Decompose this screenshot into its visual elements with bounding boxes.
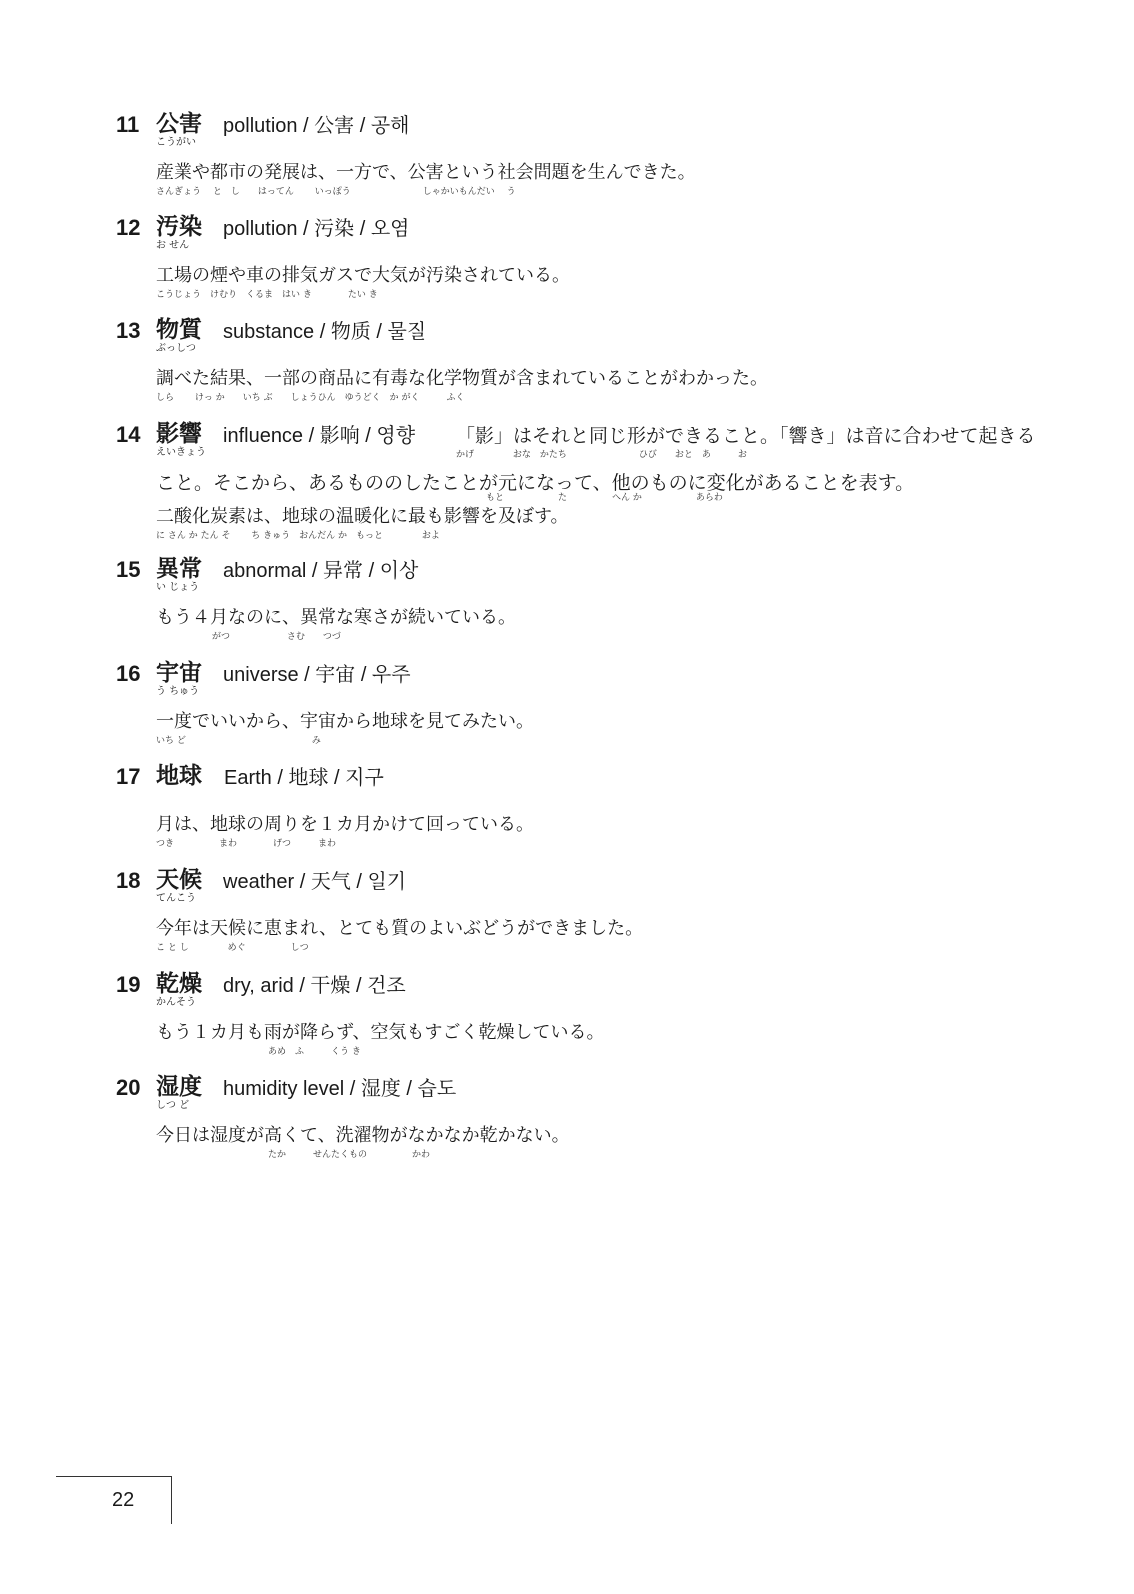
vocab-word: 乾燥: [156, 971, 202, 997]
example-sentence: 一度でいいから、宇宙から地球を見てみたい。: [156, 711, 534, 732]
sentence-furigana: たか せんたくもの かわ: [268, 1150, 431, 1160]
vocab-entry-15: [116, 557, 1046, 643]
vocab-reading: しつ ど: [156, 1100, 190, 1111]
explanation-furigana: かげ おな かたち ひび おと あ お: [456, 450, 747, 460]
vocab-entry-18: [116, 868, 1046, 954]
vocab-entry-13: [116, 318, 1046, 404]
vocab-entry-12: [116, 215, 1046, 301]
entry-number: 13: [116, 318, 141, 343]
example-sentence: もう１カ月も雨が降らず、空気もすごく乾燥している。: [156, 1022, 605, 1043]
entry-number: 15: [116, 557, 141, 582]
page-number: 22: [112, 1489, 135, 1511]
footer-rule: [56, 1476, 172, 1477]
vocab-word: 異常: [156, 556, 202, 582]
vocab-entry-17: [116, 764, 1046, 850]
entry-header: [116, 422, 1046, 470]
vocab-translation: universe / 宇宙 / 우주: [223, 664, 411, 686]
example-sentence: 調べた結果、一部の商品に有毒な化学物質が含まれていることがわかった。: [156, 368, 768, 389]
etymology-explanation: 「影」はそれと同じ形ができること。「響き」は音に合わせて起きる: [456, 425, 1036, 447]
entry-header: [116, 764, 1046, 812]
vocab-entry-14: [116, 422, 1046, 542]
vocab-translation: substance / 物质 / 물질: [223, 321, 427, 343]
vocab-translation: abnormal / 异常 / 이상: [223, 560, 419, 582]
vocab-translation: humidity level / 湿度 / 습도: [223, 1078, 457, 1100]
entry-header: [116, 557, 1046, 605]
vocab-entry-11: [116, 112, 1046, 198]
vocab-translation: Earth / 地球 / 지구: [224, 767, 384, 789]
entry-number: 19: [116, 972, 141, 997]
entry-number: 16: [116, 661, 141, 686]
vocab-reading: てんこう: [156, 893, 196, 904]
vocab-entry-20: [116, 1075, 1046, 1161]
vocab-word: 宇宙: [156, 660, 202, 686]
example-sentence: もう４月なのに、異常な寒さが続いている。: [156, 607, 516, 628]
vocab-word: 天候: [156, 867, 202, 893]
vocab-word: 影響: [156, 421, 202, 447]
vocab-translation: dry, arid / 干燥 / 건조: [223, 975, 406, 997]
explanation-furigana-continued: もと た へん か あらわ: [486, 493, 723, 503]
entry-header: [116, 972, 1046, 1020]
entry-number: 20: [116, 1075, 141, 1100]
entry-header: [116, 112, 1046, 160]
vocab-entry-19: [116, 972, 1046, 1058]
sentence-furigana: こ と し めぐ しつ: [156, 943, 309, 953]
sentence-furigana: つき まわ げつ まわ: [156, 839, 337, 849]
sentence-furigana: がつ さむ つづ: [212, 632, 341, 642]
vocab-word: 地球: [156, 763, 202, 789]
vocab-translation: influence / 影响 / 영향: [223, 425, 416, 447]
vocab-translation: pollution / 污染 / 오염: [223, 218, 410, 240]
vocab-reading: う ちゅう: [156, 686, 200, 697]
vocab-translation: pollution / 公害 / 공해: [223, 115, 410, 137]
entry-number: 17: [116, 764, 141, 789]
example-sentence: 二酸化炭素は、地球の温暖化に最も影響を及ぼす。: [156, 506, 569, 527]
sentence-furigana: に さん か たん そ ち きゅう おんだん か もっと およ: [156, 531, 440, 541]
sentence-furigana: いち ど み: [156, 736, 321, 746]
entry-header: [116, 215, 1046, 263]
vocab-translation: weather / 天气 / 일기: [223, 871, 407, 893]
vocab-word: 汚染: [156, 214, 202, 240]
entry-number: 18: [116, 868, 141, 893]
vocab-entry-16: [116, 661, 1046, 747]
vocab-reading: こうがい: [156, 137, 196, 148]
vocab-reading: お せん: [156, 240, 190, 251]
entry-header: [116, 868, 1046, 916]
vocab-word: 公害: [156, 111, 202, 137]
etymology-explanation-continued: こと。そこから、あるもののしたことが元になって、他のものに変化があることを表す。: [156, 472, 915, 494]
vocab-word: 物質: [156, 317, 202, 343]
entry-number: 14: [116, 422, 141, 447]
example-sentence: 今年は天候に恵まれ、とても質のよいぶどうができました。: [156, 918, 644, 939]
example-sentence: 工場の煙や車の排気ガスで大気が汚染されている。: [156, 265, 570, 286]
vocab-reading: かんそう: [156, 997, 196, 1008]
sentence-furigana: あめ ふ くう き: [268, 1047, 361, 1057]
entry-header: [116, 661, 1046, 709]
entry-number: 11: [116, 112, 140, 137]
sentence-furigana: しら けっ か いち ぶ しょうひん ゆうどく か がく ふく: [156, 393, 465, 403]
example-sentence: 月は、地球の周りを１カ月かけて回っている。: [156, 814, 534, 835]
vocab-reading: えいきょう: [156, 447, 206, 458]
entry-header: [116, 318, 1046, 366]
vocab-reading: ぶっしつ: [156, 343, 196, 354]
footer-divider: [171, 1476, 172, 1524]
example-sentence: 産業や都市の発展は、一方で、公害という社会問題を生んできた。: [156, 162, 696, 183]
entry-number: 12: [116, 215, 141, 240]
vocab-reading: い じょう: [156, 582, 200, 593]
entry-header: [116, 1075, 1046, 1123]
sentence-furigana: こうじょう けむり くるま はい き たい き: [156, 290, 378, 300]
vocab-word: 湿度: [156, 1074, 202, 1100]
sentence-furigana: さんぎょう と し はってん いっぽう しゃかいもんだい う: [156, 187, 516, 197]
example-sentence: 今日は湿度が高くて、洗濯物がなかなか乾かない。: [156, 1125, 570, 1146]
